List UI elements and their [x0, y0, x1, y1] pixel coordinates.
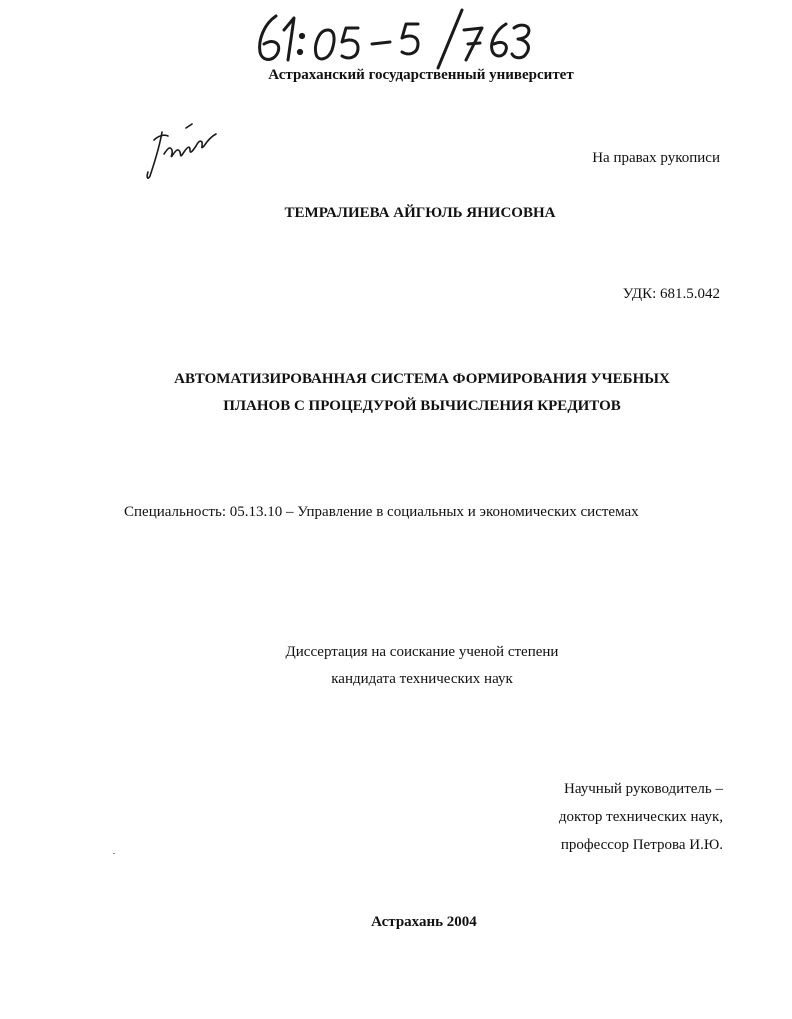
degree-line: кандидата технических наук: [331, 671, 513, 687]
city-year: Астрахань 2004: [371, 914, 477, 930]
scan-speck: [113, 853, 115, 854]
author-name: ТЕМРАЛИЕВА АЙГЮЛЬ ЯНИСОВНА: [284, 205, 556, 221]
supervisor-line: Научный руководитель –: [564, 781, 723, 797]
university-name: Астраханский государственный университет: [268, 67, 574, 83]
degree-line: Диссертация на соискание ученой степени: [285, 644, 559, 660]
degree-statement: [0, 639, 792, 693]
title-line: АВТОМАТИЗИРОВАННАЯ СИСТЕМА ФОРМИРОВАНИЯ УЧЕБНЫХ: [174, 371, 670, 387]
udk-code: УДК: 681.5.042: [622, 286, 720, 302]
handwritten-archive-number: [250, 6, 540, 72]
specialty-line: Специальность: 05.13.10 – Управление в социальных и экономических системах: [124, 504, 639, 520]
supervisor-line: профессор Петрова И.Ю.: [560, 837, 723, 853]
rights-note: На правах рукописи: [592, 150, 720, 166]
supervisor-line: доктор технических наук,: [558, 809, 723, 825]
title-line: ПЛАНОВ С ПРОЦЕДУРОЙ ВЫЧИСЛЕНИЯ КРЕДИТОВ: [223, 398, 621, 414]
signature-image: [140, 118, 220, 184]
scientific-supervisor: [541, 775, 723, 859]
dissertation-title: [0, 366, 792, 420]
